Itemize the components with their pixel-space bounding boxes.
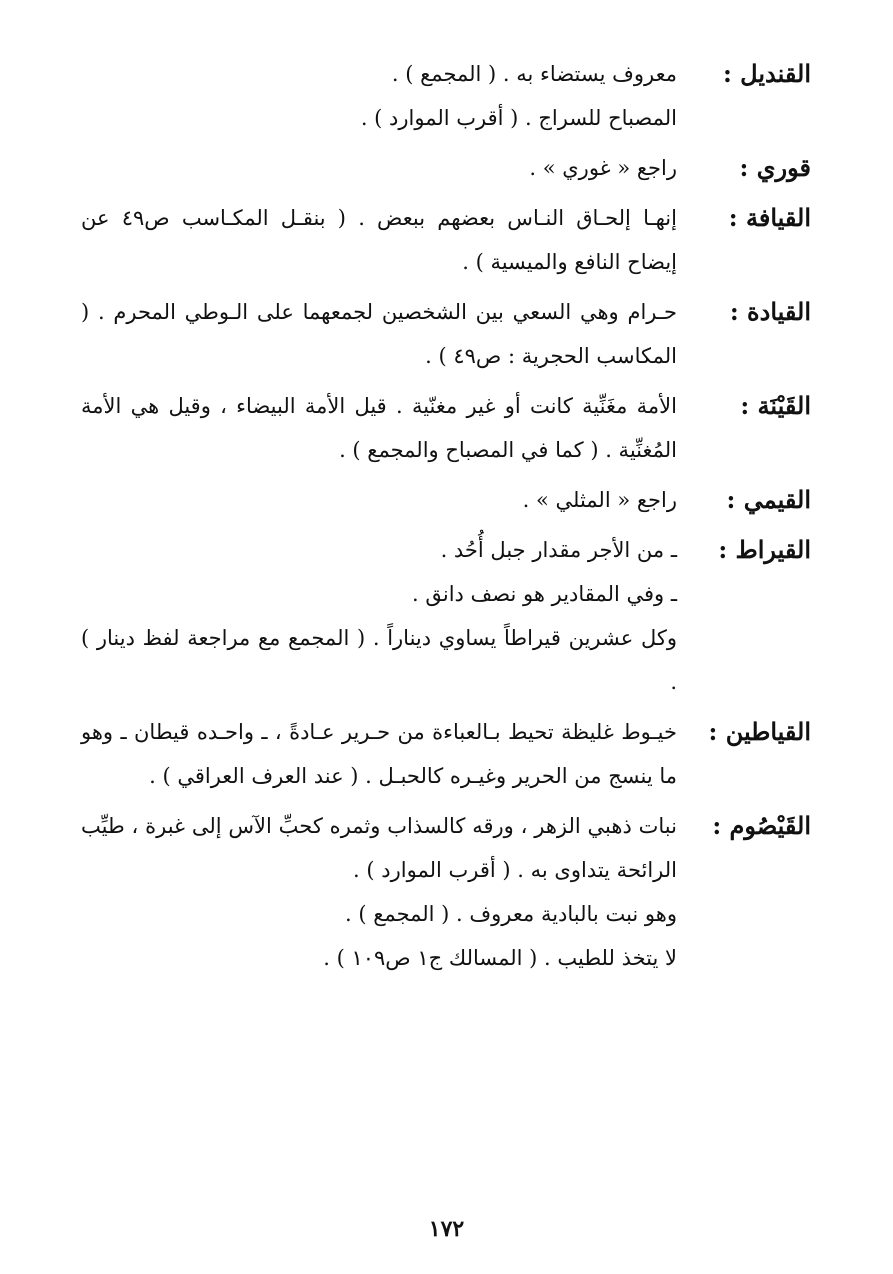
definition-line: وهو نبت بالبادية معروف . ( المجمع ) . [345,902,677,926]
entry-definition [81,52,693,140]
entry-term: القيراط : [718,535,811,564]
entry-term: القنديل : [722,59,811,88]
entry-definition [81,384,693,472]
entry-term: القَيْصُوم : [712,811,811,840]
entry-term: قوري : [739,153,811,182]
definition-line: راجع « غوري » . [529,156,677,180]
definition-line: ـ من الأجر مقدار جبل أُحُد . [440,538,677,562]
definition-line: معروف يستضاء به . ( المجمع ) . [391,62,677,86]
entry-qirat [81,528,811,704]
entry-qiyada [81,290,811,378]
entry-qimi [81,478,811,522]
entry-qayatin [81,710,811,798]
entry-quri [81,146,811,190]
entry-definition [81,290,693,378]
entry-term: القَيْنَة : [740,391,811,420]
entry-qandil [81,52,811,140]
definition-line: لا يتخذ للطيب . ( المسالك ج١ ص١٠٩ ) . [323,946,677,970]
definition-line: الأمة مغَنِّية كانت أو غير مغنّية . قيل الأمة البيضاء ، وقيل هي الأمة المُغنِّية . ( كما في المصباح والمجمع ) . [81,394,677,462]
definition-line: راجع « المثلي » . [522,488,677,512]
definition-line: وكل عشرين قيراطاً يساوي ديناراً . ( المجمع مع مراجعة لفظ دينار ) . [81,626,677,694]
definition-line: حـرام وهي السعي بين الشخصين لجمعهما على الـوطي المحرم . ( المكاسب الحجرية : ص٤٩ ) . [81,300,677,368]
definition-line: ـ وفي المقادير هو نصف دانق . [411,582,677,606]
page-number: ١٧٢ [428,1216,465,1242]
entry-definition [81,804,693,980]
entry-term: القيادة : [729,297,811,326]
entries-list [81,52,811,980]
entry-definition [81,196,693,284]
entry-qaysum [81,804,811,980]
entry-definition [81,528,693,704]
entry-qayna [81,384,811,472]
definition-line: خيـوط غليظة تحيط بـالعباءة من حـرير عـادةً ، ـ واحـده قيطان ـ وهو ما ينسج من الحرير وغيـره كالحبـل . ( عند العرف العراقي ) . [81,720,677,788]
entry-definition [81,146,693,190]
definition-line: نبات ذهبي الزهر ، ورقه كالسذاب وثمره كحبِّ الآس إلى غبرة ، طيِّب الرائحة يتداوى به . ( أقرب الموارد ) . [81,814,677,882]
entry-term: القيافة : [728,203,811,232]
entry-definition [81,710,693,798]
definition-line: المصباح للسراج . ( أقرب الموارد ) . [360,106,677,130]
entry-term: القيمي : [726,485,811,514]
entry-term: القياطين : [708,717,811,746]
definition-line: إنهـا إلحـاق النـاس بعضهم ببعض . ( بنقـل المكـاسب ص٤٩ عن إيضاح النافع والميسية ) . [81,206,677,274]
entry-definition [81,478,693,522]
entry-qiyafa [81,196,811,284]
